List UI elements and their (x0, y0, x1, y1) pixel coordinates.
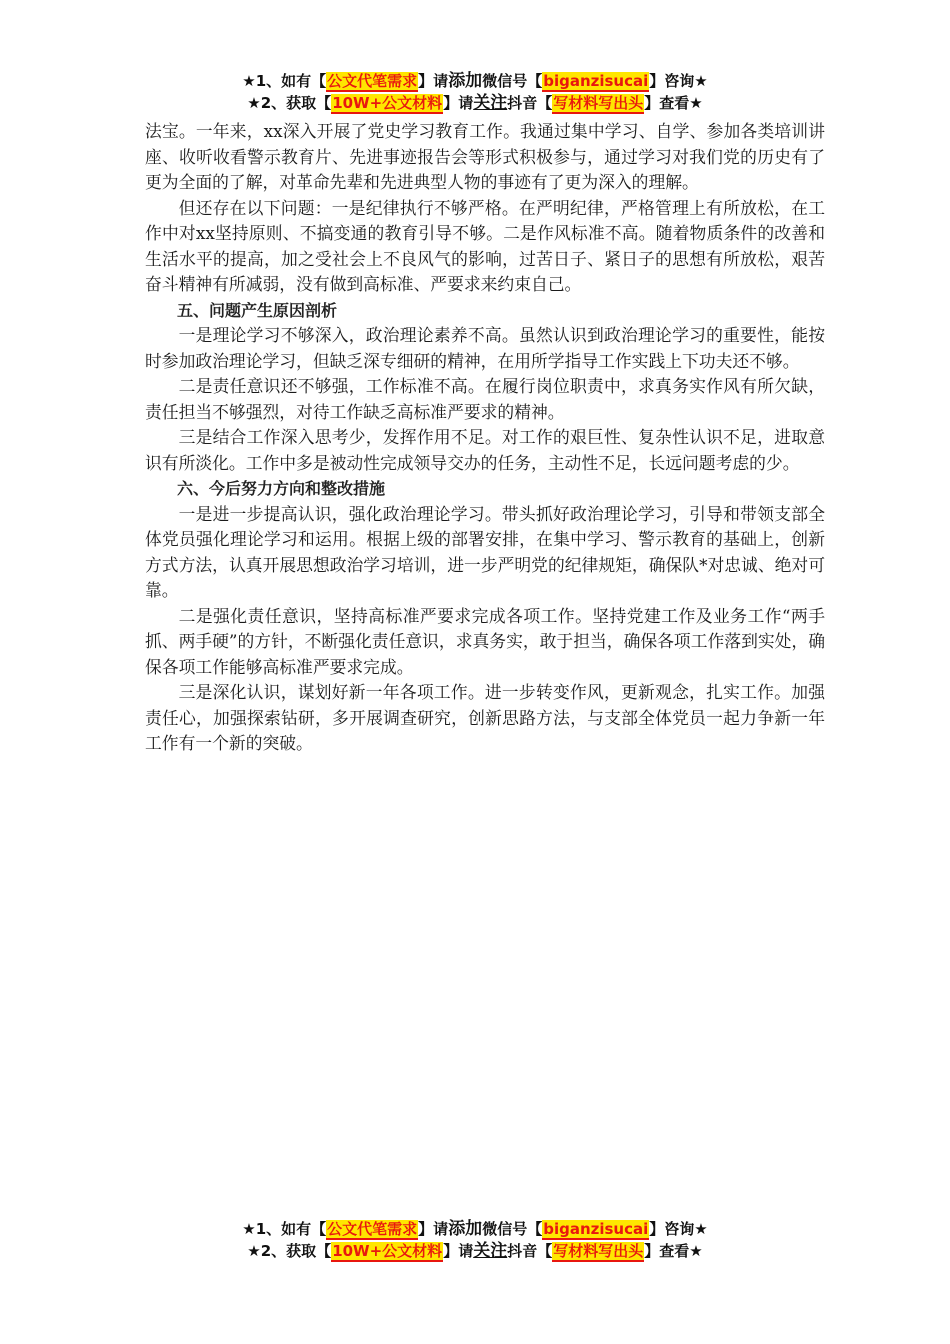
paragraph: 法宝。一年来，xx深入开展了党史学习教育工作。我通过集中学习、自学、参加各类培训讲座、收听收看警示教育片、先进事迹报告会等形式积极参与，通过学习对我们党的历史有了更为全面的了解，对革命先辈和先进典型人物的事迹有了更为深入的理解。 (145, 121, 825, 192)
ad-text: 】请 (443, 1242, 474, 1260)
ad-line-1 (0, 1218, 950, 1240)
ad-emphasis: 添加 (448, 71, 483, 91)
paragraph: 一是理论学习不够深入，政治理论素养不高。虽然认识到政治理论学习的重要性，能按时参加政治理论学习，但缺乏深专细研的精神，在用所学指导工作实践上下功夫还不够。 (145, 325, 825, 371)
ad-text: 】请 (418, 72, 449, 90)
ad-highlight-service: 公文代笔需求 (327, 72, 418, 90)
star-icon: ★ (242, 72, 256, 90)
ad-highlight-materials: 10W+公文材料 (332, 94, 443, 112)
paragraph: 三是深化认识，谋划好新一年各项工作。进一步转变作风，更新观念，扎实工作。加强责任心，加强探索钻研，多开展调查研究，创新思路方法，与支部全体党员一起力争新一年工作有一个新的突破。 (145, 682, 825, 753)
ad-highlight-materials: 10W+公文材料 (332, 1242, 443, 1260)
ad-text: 】咨询★ (649, 72, 708, 90)
ad-text: 】查看★ (644, 94, 703, 112)
ad-line-2 (0, 1240, 950, 1262)
ad-emphasis: 关注 (473, 1241, 508, 1261)
ad-emphasis: 添加 (448, 1219, 483, 1239)
footer-ad-banner (0, 1218, 950, 1262)
ad-text: 抖音【 (507, 1242, 553, 1260)
ad-text: 微信号【 (482, 72, 543, 90)
ad-line-2 (0, 92, 950, 114)
ad-highlight-wechat-id: biganzisucai (543, 72, 649, 90)
ad-highlight-wechat-id: biganzisucai (543, 1220, 649, 1238)
section-heading: 六、今后努力方向和整改措施 (177, 479, 386, 498)
star-icon: ★ (247, 1242, 261, 1260)
star-icon: ★ (242, 1220, 256, 1238)
paragraph: 但还存在以下问题：一是纪律执行不够严格。在严明纪律，严格管理上有所放松，在工作中对xx坚持原则、不搞变通的教育引导不够。二是作风标准不高。随着物质条件的改善和生活水平的提高，加之受社会上不良风气的影响，过苦日子、紧日子的思想有所放松，艰苦奋斗精神有所减弱，没有做到高标准、严要求来约束自己。 (145, 197, 825, 294)
ad-highlight-douyin: 写材料写出头 (553, 1242, 644, 1260)
ad-text: 】请 (418, 1220, 449, 1238)
ad-line-1 (0, 70, 950, 92)
paragraph: 二是责任意识还不够强，工作标准不高。在履行岗位职责中，求真务实作风有所欠缺，责任担当不够强烈，对待工作缺乏高标准严要求的精神。 (145, 376, 825, 422)
ad-highlight-douyin: 写材料写出头 (553, 94, 644, 112)
ad-text: 2、获取【 (260, 94, 332, 112)
document-body (145, 119, 825, 757)
paragraph: 二是强化责任意识，坚持高标准严要求完成各项工作。坚持党建工作及业务工作“两手抓、两手硬”的方针，不断强化责任意识，求真务实，敢于担当，确保各项工作落到实处，确保各项工作能够高标准严要求完成。 (145, 605, 825, 677)
ad-text: 2、获取【 (260, 1242, 332, 1260)
paragraph: 一是进一步提高认识，强化政治理论学习。带头抓好政治理论学习，引导和带领支部全体党员强化理论学习和运用。根据上级的部署安排，在集中学习、警示教育的基础上，创新方式方法，认真开展思想政治学习培训，进一步严明党的纪律规矩，确保队*对忠诚、绝对可靠。 (145, 503, 825, 600)
ad-text: 微信号【 (482, 1220, 543, 1238)
paragraph: 三是结合工作深入思考少，发挥作用不足。对工作的艰巨性、复杂性认识不足，进取意识有所淡化。工作中多是被动性完成领导交办的任务，主动性不足，长远问题考虑的少。 (145, 427, 825, 473)
ad-text: 】请 (443, 94, 474, 112)
ad-text: 1、如有【 (255, 1220, 327, 1238)
ad-highlight-service: 公文代笔需求 (327, 1220, 418, 1238)
ad-emphasis: 关注 (473, 93, 508, 113)
header-ad-banner (0, 70, 950, 114)
ad-text: 】查看★ (644, 1242, 703, 1260)
ad-text: 抖音【 (507, 94, 553, 112)
star-icon: ★ (247, 94, 261, 112)
ad-text: 】咨询★ (649, 1220, 708, 1238)
section-heading: 五、问题产生原因剖析 (177, 300, 338, 320)
ad-text: 1、如有【 (255, 72, 327, 90)
